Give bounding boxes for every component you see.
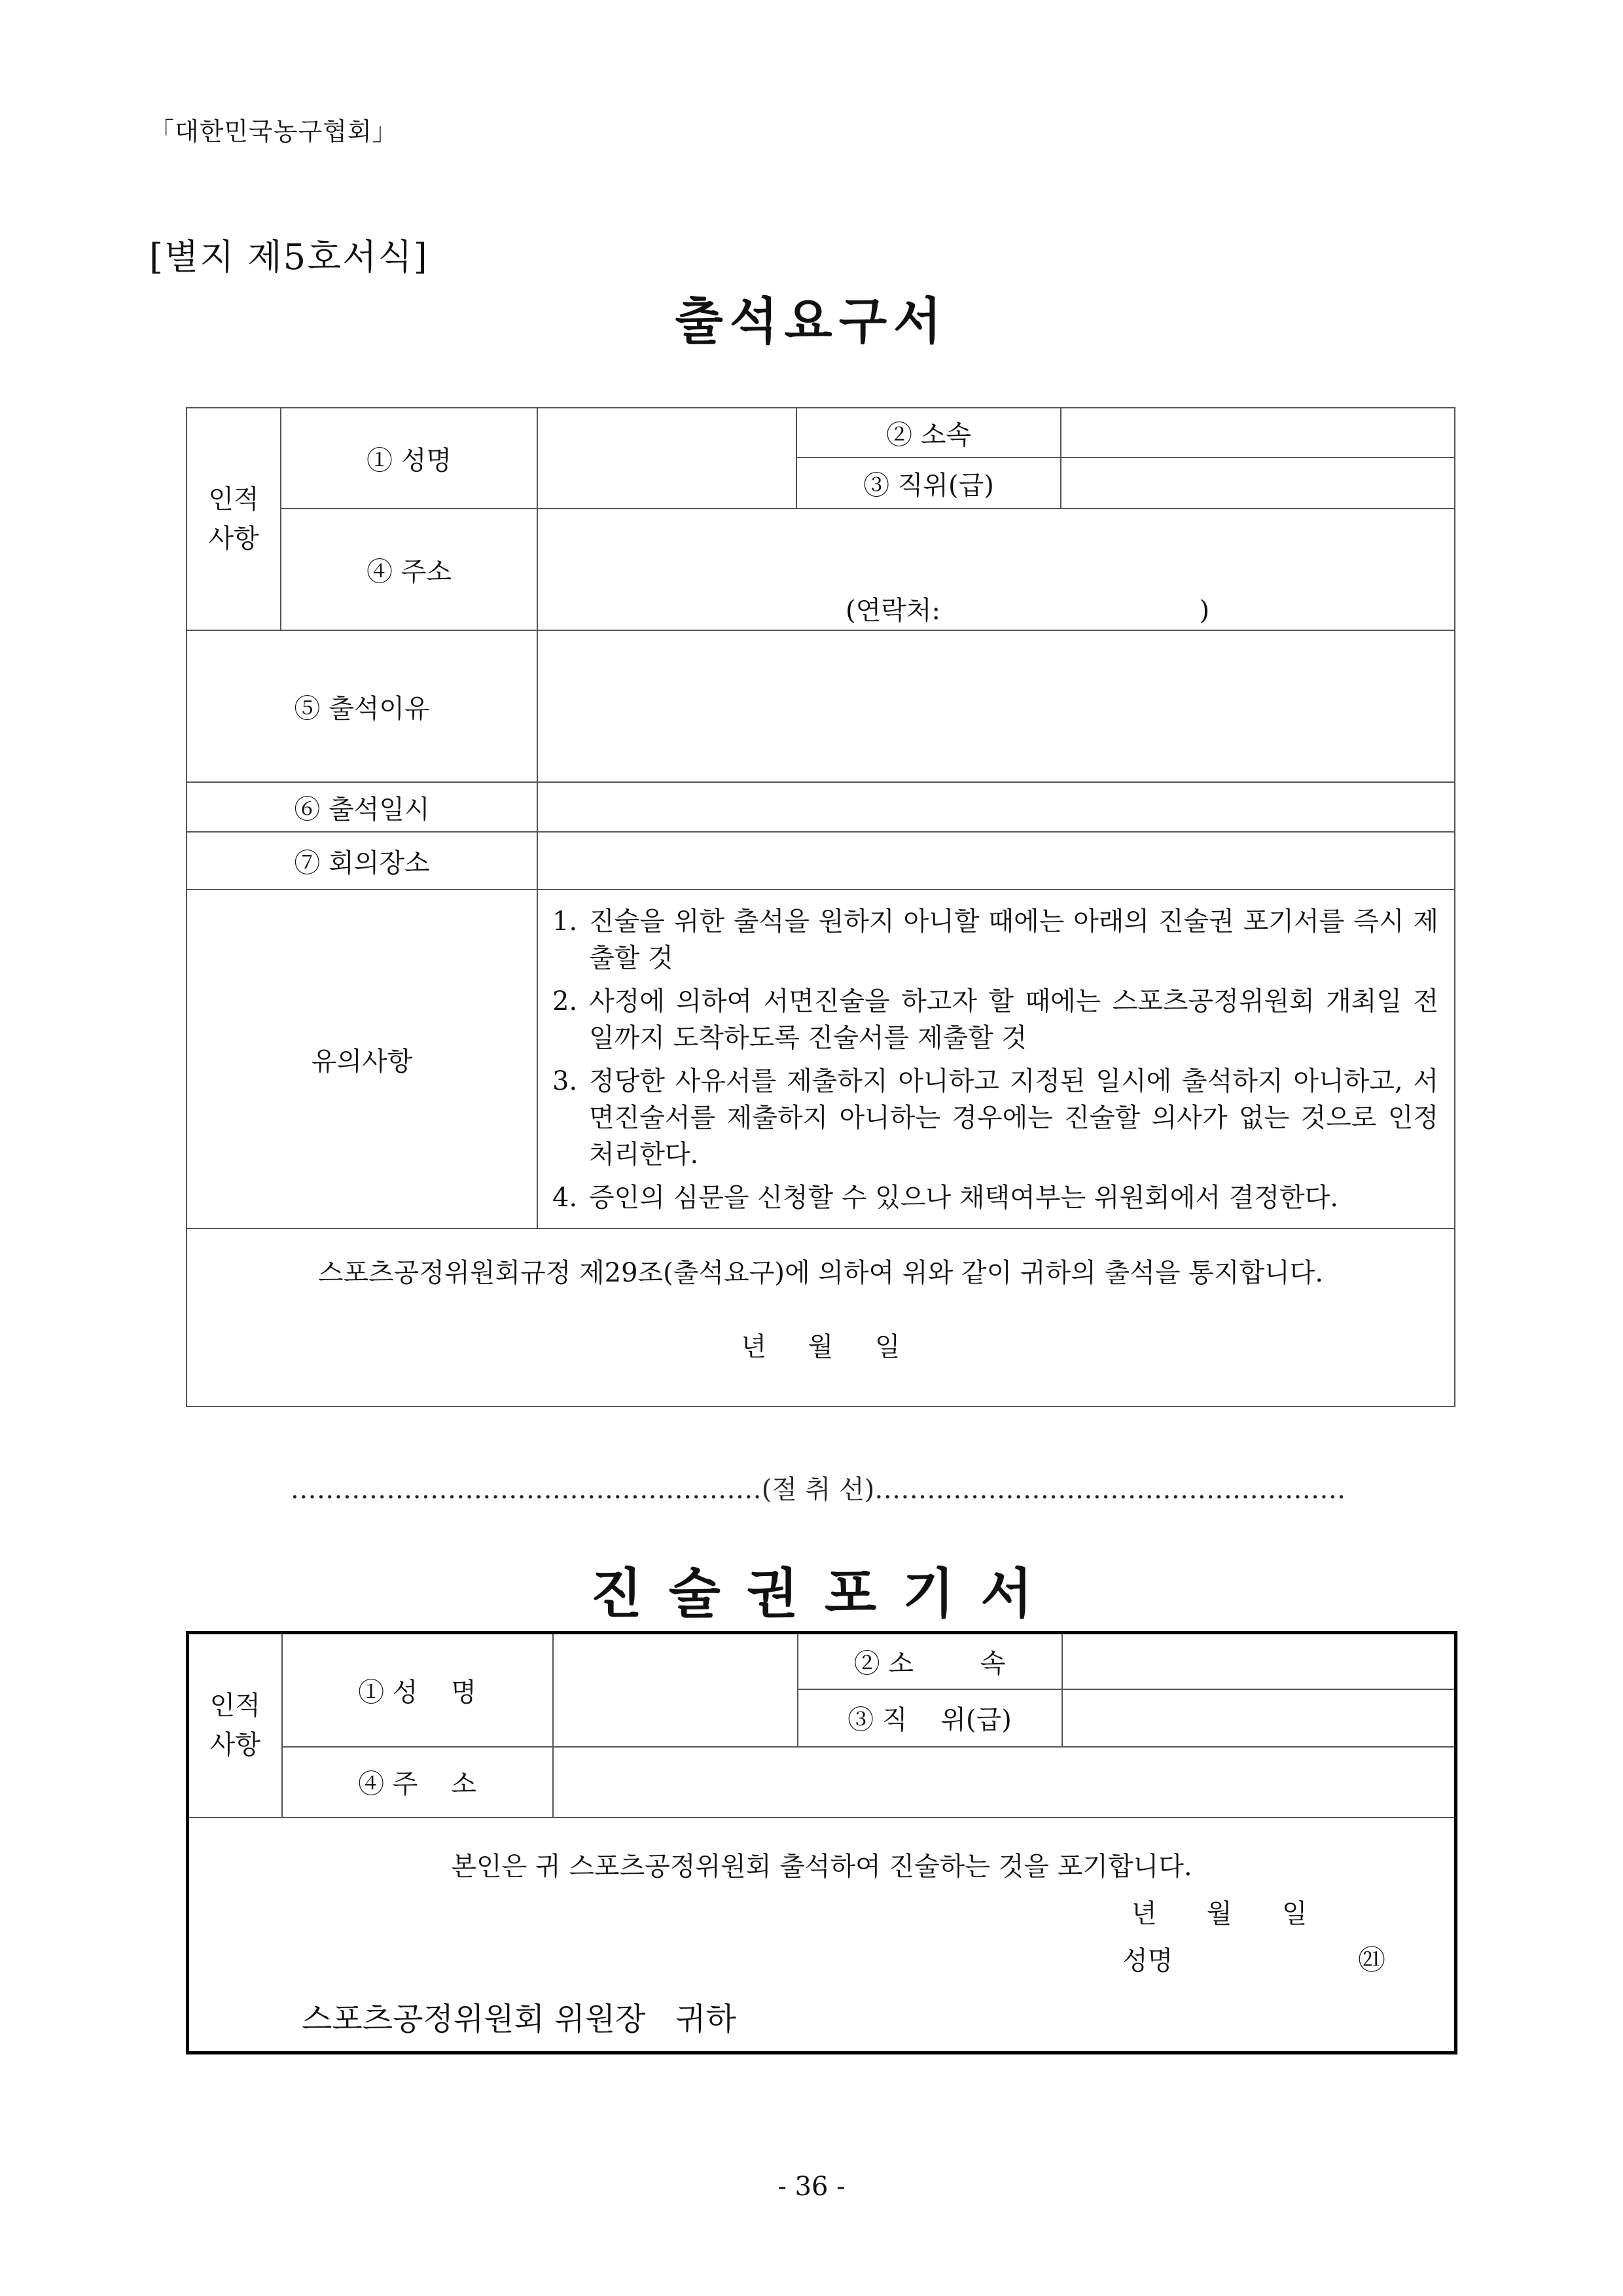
- waiver-statement: 본인은 귀 스포츠공정위원회 출석하여 진술하는 것을 포기합니다.: [451, 1851, 1192, 1882]
- notes-list: [537, 889, 1455, 1229]
- waiver-date: 년 월 일: [1132, 1898, 1308, 1929]
- waiver-title: 진술권포기서: [590, 1562, 1059, 1625]
- waiver-position-label: ③ 직 위(급): [798, 1689, 1062, 1747]
- waiver-statement-cell: [188, 1818, 1456, 2053]
- note-item: 1. 진술을 위한 출석을 원하지 아니할 때에는 아래의 진술권 포기서를 즉시 제출할 것: [552, 906, 1438, 973]
- waiver-address-label: ④ 주 소: [282, 1747, 553, 1818]
- summons-title: 출석요구서: [675, 292, 948, 350]
- address-field[interactable]: [537, 509, 1455, 630]
- waiver-sign-label: 성명: [1122, 1945, 1173, 1976]
- waiver-position-field[interactable]: [1062, 1689, 1456, 1747]
- page-number: - 36 -: [777, 2172, 846, 2202]
- waiver-personal-label: 인적 사항: [188, 1633, 282, 1818]
- affiliation-field[interactable]: [1061, 408, 1455, 457]
- notes-label: 유의사항: [187, 889, 537, 1229]
- venue-field[interactable]: [537, 832, 1455, 889]
- notice-date: 년 월 일: [741, 1332, 901, 1362]
- waiver-addressee: 스포츠공정위원회 위원장 귀하: [302, 2000, 736, 2037]
- affiliation-label: ② 소속: [796, 408, 1061, 457]
- name-field[interactable]: [537, 408, 796, 509]
- waiver-name-field[interactable]: [553, 1633, 798, 1747]
- personal-info-label: 인적 사항: [187, 408, 281, 630]
- datetime-label: ⑥ 출석일시: [187, 782, 537, 832]
- summons-table: [186, 407, 1455, 1407]
- venue-label: ⑦ 회의장소: [187, 832, 537, 889]
- note-item: 4. 증인의 심문을 신청할 수 있으나 채택여부는 위원회에서 결정한다.: [552, 1183, 1338, 1213]
- notice-cell: [187, 1229, 1455, 1407]
- position-label: ③ 직위(급): [796, 457, 1061, 509]
- waiver-affiliation-field[interactable]: [1062, 1633, 1456, 1689]
- cut-line: ………………………………………………(절 취 선)………………………………………………: [290, 1475, 1346, 1505]
- reason-field[interactable]: [537, 630, 1455, 782]
- waiver-affiliation-label: ② 소 속: [798, 1633, 1062, 1689]
- waiver-table: [186, 1631, 1457, 2054]
- contact-close: ): [1199, 596, 1210, 626]
- form-number: [별지 제5호서식]: [149, 236, 429, 278]
- contact-label: (연락처:: [846, 596, 941, 626]
- name-label: ① 성명: [281, 408, 537, 509]
- waiver-name-label: ① 성 명: [282, 1633, 553, 1747]
- datetime-field[interactable]: [537, 782, 1455, 832]
- note-item: 3. 정당한 사유서를 제출하지 아니하고 지정된 일시에 출석하지 아니하고, 서면진술서를 제출하지 아니하는 경우에는 진술할 의사가 없는 것으로 인정 처리한다.: [552, 1066, 1438, 1170]
- waiver-address-field[interactable]: [553, 1747, 1456, 1818]
- reason-label: ⑤ 출석이유: [187, 630, 537, 782]
- address-label: ④ 주소: [281, 509, 537, 630]
- seal-icon: ㉑: [1358, 1943, 1386, 1976]
- notice-text: 스포츠공정위원회규정 제29조(출석요구)에 의하여 위와 같이 귀하의 출석을 통지합니다.: [317, 1258, 1324, 1288]
- document-header: 「대한민국농구협회」: [149, 117, 398, 146]
- note-item: 2. 사정에 의하여 서면진술을 하고자 할 때에는 스포츠공정위원회 개최일 전일까지 도착하도록 진술서를 제출할 것: [552, 986, 1438, 1053]
- position-field[interactable]: [1061, 457, 1455, 509]
